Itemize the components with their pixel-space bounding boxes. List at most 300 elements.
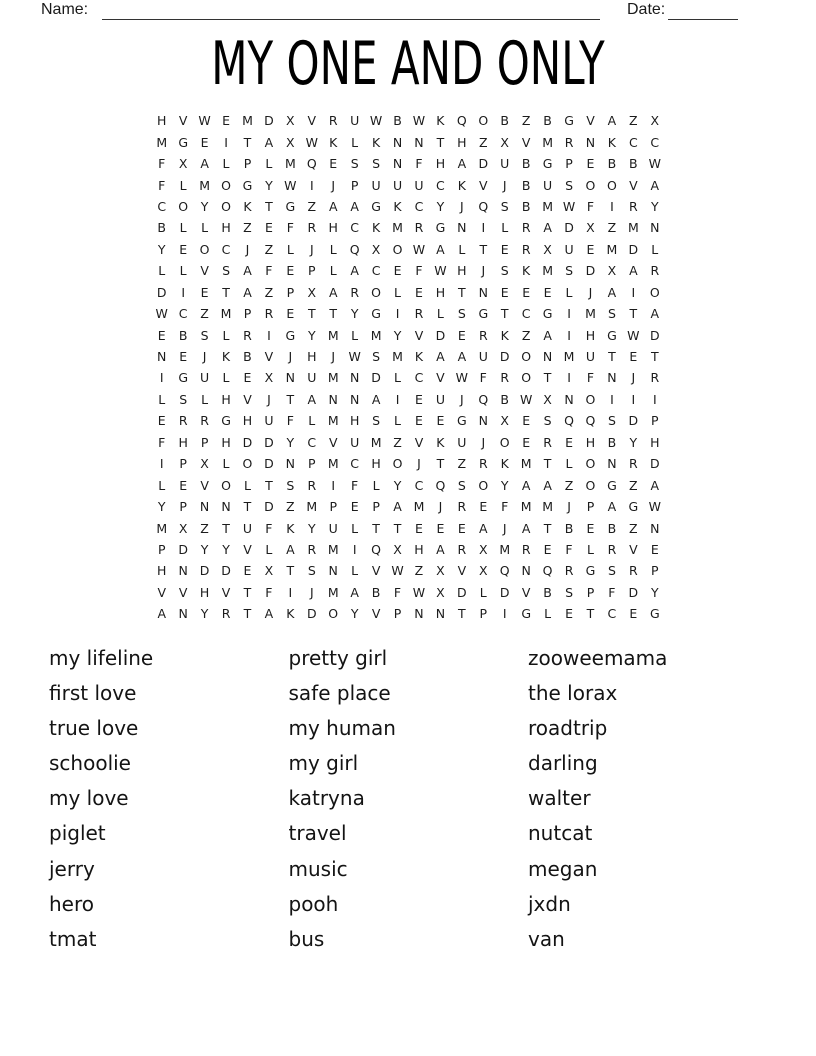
- grid-letter: R: [414, 306, 424, 322]
- grid-letter: V: [521, 584, 531, 600]
- grid-letter: V: [264, 349, 274, 365]
- grid-letter: A: [457, 156, 467, 172]
- grid-letter: R: [414, 220, 424, 236]
- name-label: Name:: [41, 1, 89, 18]
- grid-letter: L: [201, 220, 209, 236]
- grid-letter: D: [178, 541, 188, 557]
- grid-letter: S: [307, 563, 316, 579]
- grid-letter: V: [178, 584, 188, 600]
- grid-letter: X: [178, 156, 188, 172]
- grid-letter: B: [393, 113, 402, 129]
- grid-letter: V: [157, 584, 166, 600]
- grid-letter: Z: [629, 520, 638, 536]
- grid-letter: D: [435, 327, 446, 343]
- grid-letter: K: [221, 349, 231, 365]
- grid-letter: N: [392, 134, 403, 150]
- grid-letter: R: [478, 327, 488, 343]
- grid-letter: C: [650, 134, 660, 150]
- grid-letter: E: [565, 434, 573, 450]
- grid-letter: B: [607, 520, 617, 536]
- grid-letter: D: [199, 563, 210, 579]
- grid-letter: Q: [349, 241, 360, 257]
- grid-letter: P: [586, 584, 595, 600]
- grid-letter: V: [200, 477, 209, 493]
- grid-letter: M: [199, 177, 210, 193]
- grid-letter: W: [648, 499, 661, 515]
- word-list-item: megan: [528, 856, 598, 881]
- grid-letter: G: [478, 306, 489, 322]
- grid-letter: E: [243, 370, 252, 386]
- grid-letter: E: [157, 413, 166, 429]
- grid-letter: R: [564, 563, 574, 579]
- grid-letter: S: [372, 413, 381, 429]
- grid-letter: A: [157, 606, 166, 622]
- grid-letter: T: [393, 520, 402, 536]
- grid-letter: R: [221, 606, 231, 622]
- word-list-item: my lifeline: [49, 646, 154, 670]
- grid-letter: O: [585, 177, 596, 193]
- grid-letter: B: [157, 220, 166, 236]
- grid-letter: Z: [564, 477, 574, 493]
- word-list-item: nutcat: [528, 821, 593, 846]
- grid-letter: A: [543, 327, 552, 343]
- grid-letter: Y: [157, 499, 166, 515]
- grid-letter: L: [394, 284, 402, 300]
- grid-letter: I: [631, 391, 636, 407]
- grid-letter: O: [328, 606, 339, 622]
- grid-letter: M: [156, 520, 168, 536]
- grid-letter: C: [221, 241, 231, 257]
- grid-letter: L: [329, 263, 337, 279]
- grid-letter: G: [435, 220, 446, 236]
- grid-letter: G: [221, 413, 231, 429]
- grid-letter: I: [224, 134, 228, 150]
- grid-letter: O: [478, 113, 489, 129]
- grid-letter: S: [457, 477, 466, 493]
- grid-letter: Y: [500, 477, 509, 493]
- grid-letter: U: [392, 177, 403, 193]
- grid-letter: X: [286, 134, 295, 150]
- grid-letter: H: [585, 327, 596, 343]
- grid-letter: X: [307, 284, 317, 300]
- grid-letter: M: [606, 241, 618, 257]
- grid-letter: P: [200, 434, 209, 450]
- grid-letter: Q: [306, 156, 317, 172]
- grid-letter: A: [350, 198, 359, 214]
- grid-letter: L: [179, 220, 187, 236]
- grid-letter: F: [351, 477, 359, 493]
- grid-letter: L: [351, 327, 359, 343]
- grid-letter: R: [307, 541, 317, 557]
- grid-letter: E: [500, 284, 509, 300]
- word-list-item: zooweemama: [528, 646, 668, 670]
- grid-letter: U: [371, 177, 381, 193]
- grid-letter: E: [264, 220, 273, 236]
- grid-letter: K: [457, 177, 466, 193]
- grid-letter: K: [522, 263, 531, 279]
- grid-letter: U: [242, 520, 253, 536]
- grid-letter: D: [628, 241, 639, 257]
- grid-letter: T: [243, 499, 252, 515]
- grid-letter: J: [631, 370, 636, 386]
- grid-letter: Z: [264, 241, 274, 257]
- grid-letter: W: [305, 134, 318, 150]
- grid-letter: B: [543, 584, 552, 600]
- grid-letter: Z: [629, 477, 638, 493]
- grid-letter: C: [436, 177, 445, 193]
- grid-letter: L: [222, 327, 230, 343]
- grid-letter: I: [159, 456, 164, 472]
- grid-letter: I: [652, 391, 657, 407]
- grid-letter: G: [457, 413, 467, 429]
- grid-letter: O: [221, 198, 231, 214]
- grid-letter: L: [586, 541, 594, 557]
- grid-letter: H: [178, 434, 188, 450]
- grid-letter: E: [243, 563, 252, 579]
- grid-letter: D: [264, 456, 274, 472]
- grid-letter: Z: [607, 220, 617, 236]
- grid-letter: Y: [393, 327, 402, 343]
- grid-letter: H: [435, 284, 446, 300]
- grid-letter: I: [267, 327, 271, 343]
- grid-letter: A: [521, 520, 531, 536]
- grid-letter: T: [586, 606, 595, 622]
- grid-letter: M: [520, 499, 532, 515]
- grid-letter: C: [521, 306, 531, 322]
- grid-letter: T: [543, 520, 552, 536]
- grid-letter: D: [221, 563, 231, 579]
- grid-letter: D: [156, 284, 167, 300]
- grid-letter: N: [178, 606, 188, 622]
- grid-letter: T: [243, 584, 252, 600]
- word-list-item: bus: [288, 926, 325, 951]
- grid-letter: S: [543, 413, 552, 429]
- grid-letter: T: [500, 306, 509, 322]
- grid-letter: M: [370, 434, 382, 450]
- grid-letter: U: [478, 349, 488, 365]
- grid-letter: A: [650, 477, 660, 493]
- grid-letter: N: [349, 391, 360, 407]
- grid-letter: X: [586, 220, 595, 236]
- grid-letter: A: [457, 349, 467, 365]
- grid-letter: W: [369, 113, 383, 129]
- grid-letter: L: [501, 220, 509, 236]
- grid-letter: G: [285, 327, 296, 343]
- grid-letter: J: [267, 391, 271, 407]
- grid-letter: M: [413, 499, 425, 515]
- grid-letter: X: [607, 263, 617, 279]
- grid-letter: E: [200, 284, 209, 300]
- grid-letter: R: [650, 263, 660, 279]
- grid-letter: X: [500, 134, 509, 150]
- grid-letter: S: [350, 156, 359, 172]
- grid-letter: K: [607, 134, 616, 150]
- grid-letter: I: [159, 370, 164, 386]
- grid-letter: G: [542, 156, 553, 172]
- grid-letter: S: [457, 306, 466, 322]
- grid-letter: H: [221, 220, 231, 236]
- grid-letter: M: [327, 413, 339, 429]
- grid-letter: R: [200, 413, 209, 429]
- grid-letter: T: [222, 284, 230, 300]
- grid-letter: J: [331, 177, 336, 193]
- grid-letter: P: [243, 306, 252, 322]
- grid-letter: M: [542, 198, 553, 214]
- grid-letter: D: [264, 113, 274, 129]
- grid-letter: P: [372, 499, 380, 515]
- grid-letter: L: [329, 241, 337, 257]
- grid-letter: B: [607, 156, 617, 172]
- date-blank-line: [668, 2, 738, 20]
- grid-letter: K: [436, 113, 445, 129]
- grid-letter: M: [284, 156, 296, 172]
- grid-letter: N: [650, 220, 660, 236]
- grid-letter: V: [629, 177, 638, 193]
- date-label: Date:: [627, 1, 666, 18]
- grid-letter: A: [350, 263, 359, 279]
- grid-letter: C: [350, 220, 360, 236]
- grid-letter: P: [586, 499, 595, 515]
- grid-letter: Q: [499, 563, 510, 579]
- word-search-grid: [151, 110, 666, 625]
- grid-letter: J: [460, 198, 464, 214]
- grid-letter: V: [521, 134, 531, 150]
- grid-letter: R: [457, 541, 467, 557]
- grid-letter: D: [242, 434, 253, 450]
- grid-letter: J: [502, 177, 507, 193]
- grid-letter: S: [372, 156, 381, 172]
- grid-letter: T: [436, 134, 445, 150]
- grid-letter: W: [412, 241, 426, 257]
- grid-letter: I: [181, 284, 185, 300]
- grid-letter: T: [265, 477, 273, 493]
- grid-letter: I: [567, 327, 571, 343]
- grid-letter: T: [243, 606, 252, 622]
- grid-letter: W: [434, 263, 447, 279]
- grid-letter: D: [457, 584, 467, 600]
- word-list-item: schoolie: [49, 751, 131, 776]
- grid-letter: Q: [371, 541, 382, 557]
- grid-letter: E: [415, 284, 423, 300]
- word-list-column: [528, 641, 768, 957]
- word-list-column: [49, 641, 289, 957]
- grid-letter: E: [586, 241, 595, 257]
- grid-letter: A: [264, 134, 274, 150]
- grid-letter: A: [307, 391, 317, 407]
- grid-letter: Y: [307, 327, 316, 343]
- grid-letter: O: [585, 477, 596, 493]
- grid-letter: L: [436, 306, 444, 322]
- grid-letter: R: [607, 541, 617, 557]
- word-list-item: travel: [288, 821, 347, 846]
- grid-letter: A: [350, 584, 359, 600]
- grid-letter: O: [585, 391, 596, 407]
- grid-letter: A: [243, 284, 252, 300]
- word-list-item: my love: [49, 786, 129, 811]
- grid-letter: N: [349, 370, 360, 386]
- grid-letter: W: [412, 113, 426, 129]
- grid-letter: O: [521, 370, 532, 386]
- grid-letter: G: [285, 198, 296, 214]
- grid-letter: N: [414, 134, 424, 150]
- grid-letter: P: [565, 156, 573, 172]
- grid-letter: G: [371, 306, 381, 322]
- grid-letter: W: [284, 177, 297, 193]
- grid-letter: H: [349, 413, 360, 429]
- grid-letter: M: [585, 306, 596, 322]
- grid-letter: M: [392, 349, 403, 365]
- grid-letter: U: [307, 370, 317, 386]
- grid-letter: O: [221, 177, 231, 193]
- grid-letter: P: [243, 156, 252, 172]
- title-container: [0, 29, 816, 99]
- grid-letter: O: [392, 456, 403, 472]
- grid-letter: Z: [393, 434, 402, 450]
- grid-letter: Y: [222, 541, 230, 557]
- grid-letter: L: [179, 177, 187, 193]
- grid-letter: C: [607, 606, 617, 622]
- grid-letter: E: [565, 606, 573, 622]
- grid-letter: S: [565, 177, 573, 193]
- grid-letter: M: [327, 541, 339, 557]
- grid-letter: N: [221, 499, 231, 515]
- grid-letter: H: [221, 434, 231, 450]
- grid-letter: E: [543, 541, 552, 557]
- grid-letter: O: [521, 349, 532, 365]
- grid-letter: M: [306, 499, 318, 515]
- grid-letter: O: [606, 177, 617, 193]
- grid-letter: R: [500, 370, 510, 386]
- grid-letter: G: [649, 606, 660, 622]
- word-list-item: darling: [528, 751, 598, 776]
- grid-letter: X: [500, 413, 509, 429]
- grid-letter: F: [586, 198, 595, 214]
- grid-letter: U: [350, 113, 360, 129]
- grid-letter: G: [585, 563, 596, 579]
- grid-letter: J: [309, 584, 314, 600]
- grid-letter: S: [607, 413, 616, 429]
- grid-letter: D: [264, 499, 274, 515]
- grid-letter: M: [220, 306, 232, 322]
- grid-letter: F: [286, 413, 294, 429]
- grid-letter: J: [417, 456, 421, 472]
- grid-letter: R: [178, 413, 188, 429]
- grid-letter: Y: [200, 606, 209, 622]
- grid-letter: J: [245, 241, 250, 257]
- grid-letter: Y: [265, 177, 273, 193]
- grid-letter: H: [307, 349, 317, 365]
- grid-letter: I: [567, 370, 571, 386]
- grid-letter: N: [392, 156, 403, 172]
- grid-letter: X: [650, 113, 660, 129]
- grid-letter: F: [265, 263, 273, 279]
- grid-letter: R: [307, 220, 317, 236]
- grid-letter: B: [521, 156, 531, 172]
- grid-letter: Y: [436, 198, 445, 214]
- grid-letter: G: [242, 177, 253, 193]
- grid-letter: S: [500, 198, 509, 214]
- word-list-column: [289, 641, 529, 957]
- grid-letter: C: [371, 263, 381, 279]
- grid-letter: L: [222, 156, 230, 172]
- grid-letter: Z: [629, 113, 638, 129]
- grid-letter: Y: [650, 198, 659, 214]
- grid-letter: X: [436, 563, 445, 579]
- grid-letter: R: [243, 327, 252, 343]
- grid-letter: S: [500, 263, 509, 279]
- grid-letter: Z: [457, 456, 467, 472]
- grid-letter: E: [522, 413, 531, 429]
- grid-letter: G: [542, 306, 553, 322]
- grid-letter: P: [479, 606, 488, 622]
- grid-letter: O: [199, 241, 210, 257]
- grid-letter: F: [265, 584, 273, 600]
- grid-letter: V: [479, 177, 488, 193]
- grid-letter: V: [436, 370, 445, 386]
- grid-letter: H: [457, 134, 467, 150]
- grid-letter: L: [308, 413, 316, 429]
- grid-letter: N: [607, 456, 617, 472]
- grid-letter: R: [629, 198, 638, 214]
- grid-letter: B: [500, 391, 509, 407]
- grid-letter: E: [286, 306, 295, 322]
- grid-letter: E: [415, 520, 423, 536]
- grid-letter: A: [607, 499, 617, 515]
- grid-letter: L: [222, 456, 230, 472]
- grid-letter: B: [543, 113, 552, 129]
- grid-letter: Z: [307, 198, 317, 214]
- grid-letter: L: [544, 606, 552, 622]
- grid-letter: L: [458, 241, 466, 257]
- grid-letter: X: [543, 391, 552, 407]
- grid-letter: J: [202, 349, 207, 365]
- grid-letter: M: [520, 456, 532, 472]
- grid-letter: P: [329, 499, 337, 515]
- grid-letter: A: [264, 606, 274, 622]
- grid-letter: E: [586, 156, 595, 172]
- grid-letter: A: [543, 477, 552, 493]
- grid-letter: O: [649, 284, 660, 300]
- grid-letter: W: [155, 306, 168, 322]
- grid-letter: B: [521, 198, 531, 214]
- grid-letter: A: [629, 263, 638, 279]
- grid-letter: V: [328, 434, 338, 450]
- grid-letter: X: [478, 541, 488, 557]
- grid-letter: X: [286, 113, 295, 129]
- grid-letter: A: [328, 198, 338, 214]
- grid-letter: H: [435, 156, 446, 172]
- word-list-item: music: [288, 856, 348, 881]
- grid-letter: I: [502, 606, 507, 622]
- grid-letter: S: [372, 349, 381, 365]
- grid-letter: D: [649, 456, 660, 472]
- grid-letter: N: [478, 413, 488, 429]
- grid-letter: W: [412, 584, 426, 600]
- word-list-item: pooh: [288, 891, 339, 916]
- grid-letter: N: [478, 284, 488, 300]
- grid-letter: G: [607, 477, 617, 493]
- grid-letter: A: [371, 391, 381, 407]
- word-list-item: pretty girl: [288, 646, 388, 670]
- grid-letter: Z: [243, 220, 252, 236]
- grid-letter: Y: [286, 434, 295, 450]
- grid-letter: K: [500, 327, 509, 343]
- grid-letter: K: [243, 198, 252, 214]
- grid-letter: L: [158, 391, 166, 407]
- word-list-item: piglet: [49, 821, 106, 846]
- grid-letter: L: [565, 284, 573, 300]
- grid-letter: B: [521, 177, 531, 193]
